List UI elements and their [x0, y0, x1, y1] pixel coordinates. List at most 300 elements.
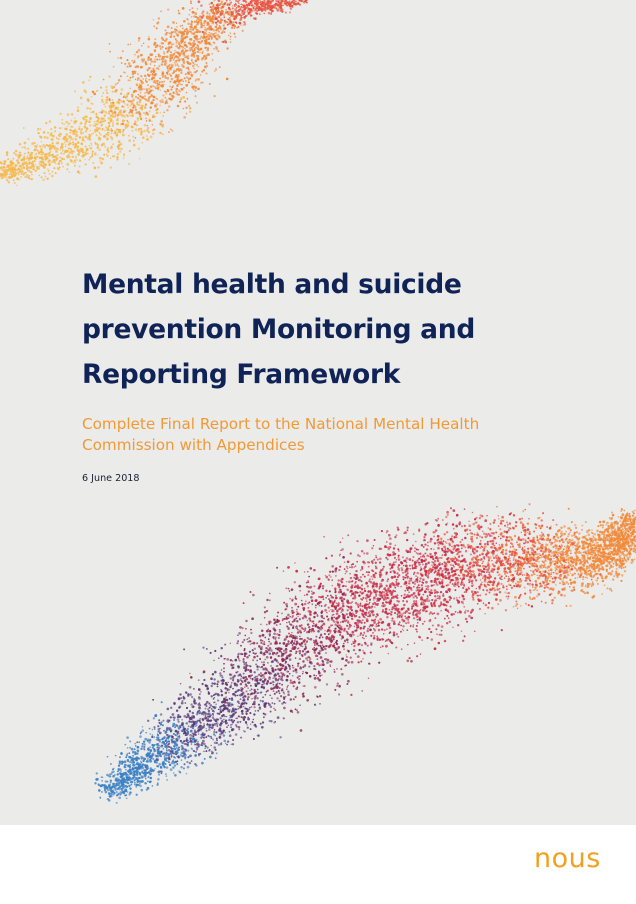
particle-dot: [313, 674, 315, 676]
particle-dot: [22, 166, 25, 169]
particle-dot: [209, 756, 212, 759]
particle-dot: [169, 86, 171, 88]
particle-dot: [550, 576, 552, 578]
particle-dot: [334, 671, 336, 673]
particle-dot: [250, 591, 252, 593]
particle-dot: [161, 42, 164, 45]
particle-dot: [465, 591, 467, 593]
particle-dot: [54, 148, 56, 150]
particle-dot: [177, 105, 180, 108]
particle-dot: [130, 784, 132, 786]
particle-dot: [147, 738, 148, 739]
particle-dot: [39, 156, 42, 159]
particle-dot: [45, 159, 47, 161]
particle-dot: [74, 90, 76, 92]
particle-dot: [301, 655, 303, 657]
particle-dot: [83, 89, 86, 92]
particle-dot: [152, 729, 153, 730]
particle-dot: [214, 7, 217, 10]
particle-dot: [200, 82, 202, 84]
particle-dot: [95, 175, 98, 178]
particle-dot: [9, 176, 11, 178]
particle-dot: [7, 158, 9, 160]
particle-dot: [181, 25, 183, 27]
particle-dot: [416, 625, 418, 627]
particle-dot: [328, 598, 330, 600]
particle-dot: [39, 145, 41, 147]
particle-dot: [146, 138, 149, 141]
particle-dot: [65, 121, 68, 124]
particle-dot: [110, 763, 112, 765]
particle-dot: [229, 9, 231, 11]
particle-dot: [144, 124, 147, 127]
particle-dot: [174, 50, 175, 51]
particle-dot: [49, 148, 51, 150]
particle-dot: [28, 167, 30, 169]
particle-dot: [461, 630, 463, 632]
particle-dot: [186, 92, 188, 94]
particle-dot: [96, 143, 98, 145]
particle-dot: [478, 586, 481, 589]
particle-dot: [180, 25, 182, 27]
particle-dot: [100, 160, 102, 162]
particle-dot: [150, 106, 152, 108]
particle-dot: [452, 583, 454, 585]
particle-dot: [144, 95, 146, 97]
particle-dot: [345, 585, 347, 587]
particle-dot: [234, 659, 237, 662]
particle-dot: [196, 102, 198, 104]
particle-dot: [365, 635, 367, 637]
particle-dot: [483, 568, 485, 570]
particle-dot: [211, 745, 212, 746]
particle-dot: [201, 16, 204, 19]
particle-dot: [199, 718, 201, 720]
particle-dot: [213, 35, 215, 37]
particle-dot: [81, 143, 84, 146]
particle-dot: [141, 66, 143, 68]
particle-dot: [112, 111, 114, 113]
particle-dot: [290, 698, 292, 700]
particle-dot: [361, 599, 363, 601]
particle-dot: [185, 80, 187, 82]
particle-dot: [157, 725, 159, 727]
particle-dot: [159, 59, 161, 61]
particle-dot: [117, 153, 119, 155]
particle-dot: [209, 26, 212, 29]
particle-dot: [147, 46, 149, 48]
particle-dot: [120, 100, 122, 102]
particle-dot: [236, 690, 239, 693]
particle-dot: [183, 767, 185, 769]
particle-dot: [56, 157, 59, 160]
particle-dot: [174, 62, 176, 64]
particle-dot: [148, 67, 151, 70]
top-particle-cluster: [0, 0, 308, 186]
particle-dot: [236, 13, 238, 15]
particle-dot: [233, 664, 235, 666]
particle-dot: [158, 719, 160, 721]
particle-dot: [80, 149, 83, 152]
particle-dot: [358, 579, 360, 581]
particle-dot: [60, 152, 62, 154]
particle-dot: [247, 10, 249, 12]
particle-dot: [158, 17, 161, 20]
particle-dot: [16, 185, 18, 187]
particle-dot: [115, 755, 117, 757]
particle-dot: [199, 38, 201, 40]
particle-dot: [235, 733, 238, 736]
particle-dot: [160, 120, 163, 123]
particle-dot: [422, 563, 424, 565]
particle-dot: [287, 4, 289, 6]
particle-dot: [128, 62, 131, 65]
particle-dot: [136, 124, 138, 126]
particle-dot: [162, 76, 164, 78]
particle-dot: [183, 54, 185, 56]
particle-dot: [194, 31, 196, 33]
particle-dot: [315, 604, 317, 606]
particle-dot: [140, 54, 142, 56]
particle-dot: [196, 37, 198, 39]
particle-dot: [136, 51, 139, 54]
particle-dot: [166, 750, 168, 752]
particle-dot: [34, 148, 37, 151]
particle-dot: [218, 31, 220, 33]
particle-dot: [553, 537, 555, 539]
particle-dot: [41, 141, 43, 143]
particle-dot: [101, 118, 102, 119]
particle-dot: [223, 24, 225, 26]
particle-dot: [260, 642, 262, 644]
particle-dot: [105, 126, 107, 128]
particle-dot: [502, 586, 504, 588]
particle-dot: [461, 555, 463, 557]
particle-dot: [454, 589, 456, 591]
particle-dot: [183, 42, 185, 44]
particle-dot: [100, 124, 102, 126]
particle-dot: [412, 566, 413, 567]
particle-dot: [223, 667, 225, 669]
particle-dot: [163, 730, 165, 732]
particle-dot: [116, 802, 118, 804]
particle-dot: [149, 90, 151, 92]
particle-dot: [158, 54, 160, 56]
particle-dot: [181, 50, 184, 53]
particle-dot: [112, 99, 114, 101]
particle-dot: [127, 121, 129, 123]
particle-dot: [539, 538, 541, 540]
particle-dot: [264, 641, 265, 642]
particle-dot: [504, 591, 506, 593]
particle-dot: [229, 4, 231, 6]
particle-dot: [258, 6, 260, 8]
particle-dot: [117, 101, 119, 103]
particle-dot: [5, 172, 8, 175]
particle-dot: [324, 658, 326, 660]
particle-dot: [469, 529, 471, 531]
particle-dot: [529, 589, 531, 591]
particle-dot: [230, 41, 232, 43]
particle-dot: [168, 49, 170, 51]
particle-dot: [206, 21, 209, 24]
particle-dot: [160, 89, 162, 91]
particle-dot: [166, 99, 168, 101]
particle-dot: [304, 630, 306, 632]
particle-dot: [533, 531, 535, 533]
particle-dot: [360, 603, 362, 605]
particle-dot: [156, 80, 158, 82]
particle-dot: [502, 585, 504, 587]
particle-dot: [189, 28, 191, 30]
particle-dot: [190, 2, 192, 4]
particle-dot: [214, 33, 215, 34]
particle-dot: [184, 763, 186, 765]
particle-dot: [118, 148, 120, 150]
particle-dot: [460, 578, 462, 580]
particle-dot: [550, 526, 552, 528]
particle-dot: [198, 733, 200, 735]
particle-dot: [190, 26, 192, 28]
particle-dot: [1, 165, 2, 167]
particle-dot: [188, 105, 190, 107]
particle-dot: [332, 570, 334, 572]
particle-dot: [168, 760, 170, 762]
particle-dot: [549, 541, 551, 543]
particle-dot: [175, 65, 177, 67]
particle-dot: [12, 162, 15, 165]
particle-dot: [279, 692, 281, 694]
particle-dot: [287, 691, 289, 693]
particle-dot: [389, 537, 392, 540]
particle-dot: [126, 93, 128, 95]
particle-dot: [133, 762, 135, 764]
particle-dot: [146, 125, 147, 126]
particle-dot: [191, 743, 193, 745]
particle-dot: [309, 675, 312, 678]
particle-dot: [230, 32, 231, 33]
particle-dot: [181, 35, 183, 37]
particle-dot: [230, 659, 232, 661]
particle-dot: [135, 96, 138, 99]
particle-dot: [421, 544, 424, 547]
particle-dot: [184, 57, 186, 59]
particle-dot: [174, 28, 176, 30]
particle-dot: [139, 99, 141, 101]
particle-dot: [178, 746, 180, 748]
particle-dot: [134, 54, 136, 56]
particle-dot: [207, 723, 209, 725]
particle-dot: [83, 118, 85, 120]
particle-dot: [538, 525, 541, 528]
particle-dot: [386, 628, 388, 630]
particle-dot: [110, 102, 111, 103]
particle-dot: [209, 83, 211, 85]
particle-dot: [256, 660, 258, 662]
particle-dot: [323, 536, 325, 538]
particle-dot: [137, 749, 140, 752]
particle-dot: [174, 774, 177, 777]
particle-dot: [241, 12, 243, 14]
particle-dot: [217, 6, 220, 9]
particle-dot: [6, 178, 8, 180]
particle-dot: [176, 42, 177, 43]
particle-dot: [511, 538, 513, 540]
particle-dot: [138, 148, 140, 150]
particle-dot: [208, 15, 211, 18]
particle-dot: [235, 21, 237, 23]
particle-dot: [164, 56, 166, 58]
particle-dot: [163, 81, 165, 83]
particle-dot: [456, 597, 458, 599]
particle-dot: [572, 546, 574, 548]
particle-dot: [147, 720, 149, 722]
particle-dot: [479, 517, 481, 519]
particle-dot: [569, 570, 570, 571]
particle-dot: [243, 13, 245, 15]
particle-dot: [402, 576, 404, 578]
particle-dot: [215, 10, 217, 12]
particle-dot: [253, 719, 254, 720]
particle-dot: [207, 34, 210, 37]
particle-dot: [182, 60, 185, 63]
particle-dot: [597, 553, 599, 555]
particle-dot: [263, 716, 265, 718]
particle-dot: [175, 74, 177, 76]
particle-dot: [183, 87, 185, 89]
particle-dot: [237, 634, 239, 636]
particle-dot: [426, 548, 428, 550]
particle-dot: [105, 101, 108, 104]
particle-dot: [251, 617, 254, 620]
particle-dot: [84, 152, 86, 154]
particle-dot: [147, 59, 149, 61]
particle-dot: [58, 134, 60, 136]
particle-dot: [254, 6, 255, 7]
particle-dot: [60, 160, 62, 162]
particle-dot: [127, 44, 129, 46]
particle-dot: [517, 608, 518, 609]
particle-dot: [303, 609, 305, 611]
particle-dot: [569, 532, 571, 534]
particle-dot: [157, 84, 159, 86]
particle-dot: [263, 713, 265, 715]
particle-dot: [216, 34, 219, 37]
particle-dot: [187, 72, 190, 75]
particle-dot: [112, 122, 114, 124]
particle-dot: [113, 86, 116, 89]
particle-dot: [121, 122, 124, 125]
particle-dot: [171, 130, 173, 132]
particle-dot: [5, 160, 7, 162]
particle-dot: [149, 110, 151, 112]
particle-dot: [186, 707, 188, 709]
particle-dot: [46, 136, 49, 139]
particle-dot: [548, 551, 550, 553]
particle-dot: [159, 45, 161, 47]
particle-dot: [148, 56, 150, 58]
particle-dot: [120, 148, 123, 151]
particle-dot: [246, 4, 249, 7]
particle-dot: [101, 791, 103, 793]
particle-dot: [304, 643, 306, 645]
particle-dot: [575, 577, 577, 579]
particle-dot: [85, 154, 87, 156]
particle-dot: [170, 46, 172, 48]
particle-dot: [335, 575, 337, 577]
particle-dot: [161, 58, 163, 60]
particle-dot: [289, 0, 291, 2]
particle-dot: [140, 92, 142, 94]
particle-dot: [65, 144, 67, 146]
particle-dot: [230, 36, 232, 38]
particle-dot: [124, 103, 126, 105]
particle-dot: [294, 562, 295, 563]
particle-dot: [110, 782, 112, 784]
particle-dot: [153, 717, 155, 719]
particle-dot: [592, 581, 593, 582]
particle-dot: [139, 101, 141, 103]
particle-dot: [223, 13, 225, 15]
particle-dot: [247, 727, 249, 729]
particle-dot: [514, 567, 516, 569]
particle-dot: [219, 708, 222, 711]
particle-dot: [184, 702, 186, 704]
particle-dot: [18, 157, 20, 159]
particle-dot: [79, 151, 81, 153]
particle-dot: [123, 71, 124, 72]
particle-dot: [428, 600, 431, 603]
particle-dot: [44, 136, 46, 138]
particle-dot: [100, 134, 102, 136]
particle-dot: [240, 737, 242, 739]
particle-dot: [325, 597, 327, 599]
particle-dot: [18, 167, 20, 169]
particle-dot: [413, 617, 415, 619]
particle-dot: [14, 182, 16, 184]
particle-dot: [205, 47, 207, 49]
particle-dot: [250, 14, 252, 16]
particle-dot: [77, 153, 80, 156]
particle-dot: [140, 75, 142, 77]
particle-dot: [89, 145, 90, 146]
particle-dot: [244, 11, 246, 13]
particle-dot: [162, 753, 164, 755]
particle-dot: [267, 662, 269, 664]
particle-dot: [447, 514, 449, 516]
particle-dot: [217, 10, 220, 13]
particle-dot: [203, 743, 206, 746]
particle-dot: [226, 0, 228, 2]
particle-dot: [209, 32, 210, 33]
particle-dot: [30, 166, 33, 169]
particle-dot: [262, 677, 263, 678]
particle-dot: [65, 140, 67, 142]
particle-dot: [129, 111, 131, 113]
particle-dot: [268, 12, 271, 15]
particle-dot: [437, 535, 440, 538]
particle-dot: [73, 143, 76, 146]
particle-dot: [504, 573, 506, 575]
particle-dot: [504, 531, 506, 533]
particle-dot: [295, 643, 297, 645]
particle-dot: [574, 524, 576, 526]
particle-dot: [610, 548, 612, 550]
particle-dot: [138, 130, 140, 132]
particle-dot: [235, 15, 238, 18]
particle-dot: [122, 134, 125, 137]
particle-dot: [165, 93, 167, 95]
